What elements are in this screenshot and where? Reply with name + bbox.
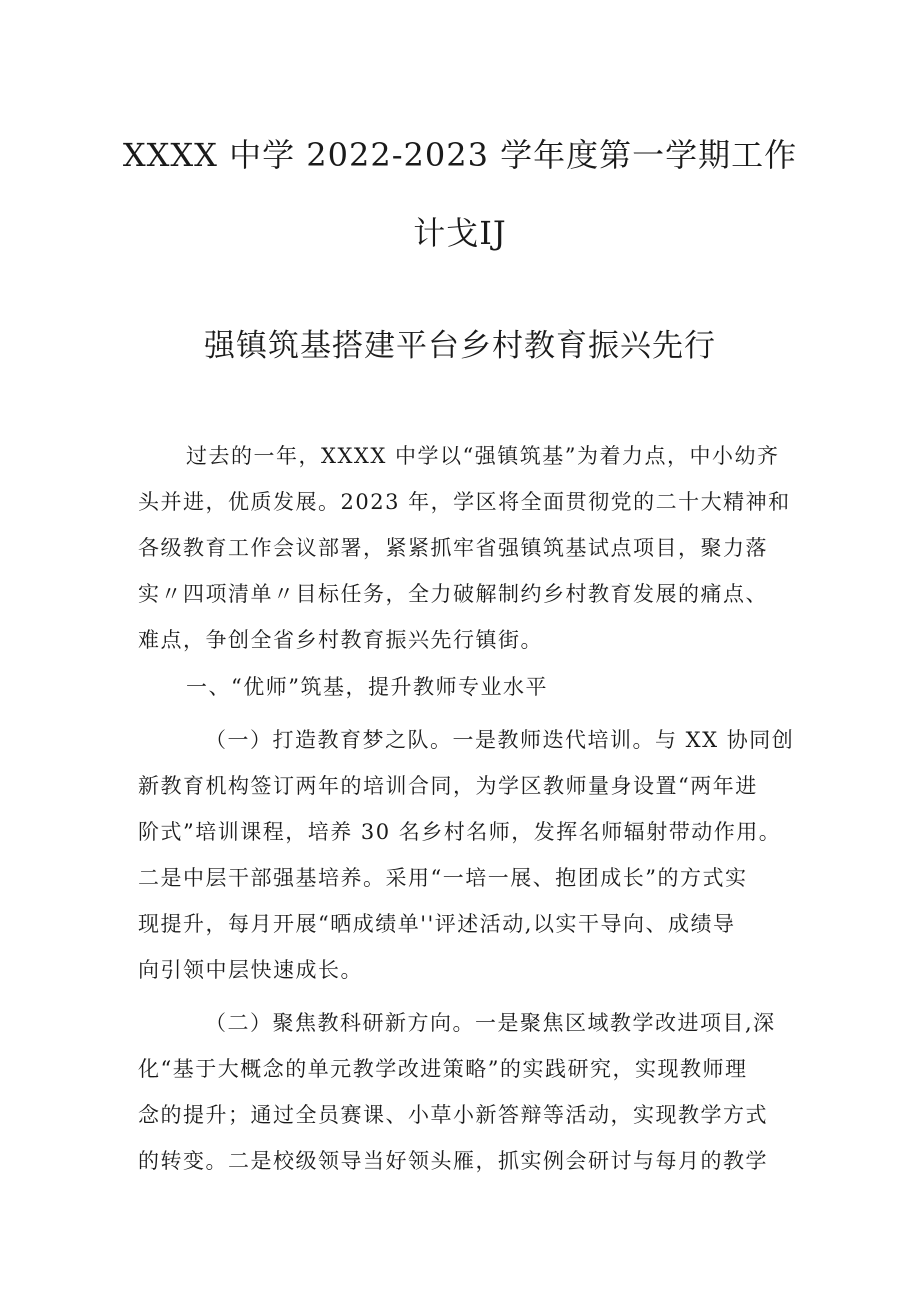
paragraph-line: 念的提升；通过全员赛课、小草小新答辩等活动，实现教学方式 [138,1103,768,1127]
paragraph-line: （二）聚焦教科研新方向。一是聚焦区域教学改进项目,深 [205,1011,776,1035]
paragraph-line: 头并进，优质发展。2023 年，学区将全面贯彻党的二十大精神和 [138,490,791,514]
paragraph-line: 二是中层干部强基培养。采用“一培一展、抱团成长”的方式实 [138,866,748,890]
paragraph-line: 各级教育工作会议部署，紧紧抓牢省强镇筑基试点项目，聚力落 [138,536,768,560]
document-subtitle: 强镇筑基搭建平台乡村教育振兴先行 [204,328,716,364]
paragraph-line: 阶式”培训课程，培养 30 名乡村名师，发挥名师辐射带动作用。 [138,820,782,844]
document-title-line-2: 计戈IJ [413,214,507,252]
document-title-line-1: XXXX 中学 2022-2023 学年度第一学期工作 [122,136,798,174]
paragraph-line: 实〃四项清单〃目标任务，全力破解制约乡村教育发展的痛点、 [138,582,768,606]
paragraph-line: （一）打造教育梦之队。一是教师迭代培训。与 XX 协同创 [205,728,795,752]
paragraph-line: 难点，争创全省乡村教育振兴先行镇街。 [138,628,543,652]
paragraph-line: 的转变。二是校级领导当好领头雁，抓实例会研讨与每月的教学 [138,1149,768,1173]
paragraph-line: 新教育机构签订两年的培训合同，为学区教师量身设置“两年进 [138,774,758,798]
paragraph-line: 向引领中层快速成长。 [138,958,363,982]
section-heading: 一、“优师”筑基，提升教师专业水平 [186,675,548,699]
paragraph-line: 过去的一年，XXXX 中学以“强镇筑基”为着力点，中小幼齐 [186,444,780,468]
paragraph-line: 现提升，每月开展“晒成绩单''评述活动,以实干导向、成绩导 [138,912,736,936]
paragraph-line: 化“基于大概念的单元教学改进策略”的实践研究，实现教师理 [138,1057,748,1081]
